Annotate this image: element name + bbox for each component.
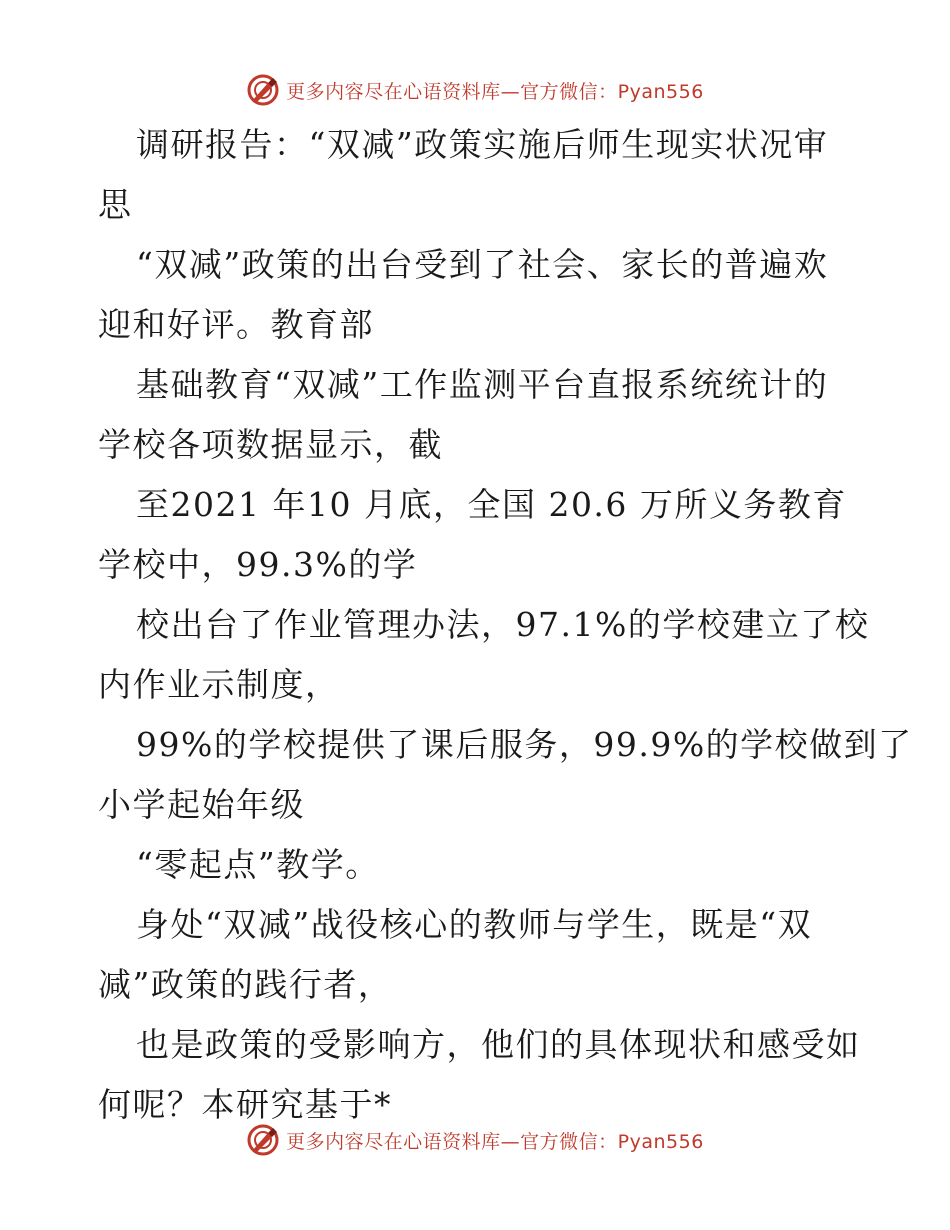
text-line: 学校各项数据显示，截 bbox=[98, 425, 443, 464]
text-line: 调研报告：“双减”政策实施后师生现实状况审 bbox=[136, 125, 829, 164]
text-line: 99%的学校提供了课后服务，99.9%的学校做到了 bbox=[136, 725, 913, 764]
header-banner-text: 更多内容尽在心语资料库—官方微信：Pyan556 bbox=[286, 80, 704, 103]
text-line: “零起点”教学。 bbox=[136, 845, 380, 884]
document-body bbox=[98, 115, 913, 1135]
footer-banner-text: 更多内容尽在心语资料库—官方微信：Pyan556 bbox=[286, 1130, 704, 1153]
text-line: 身处“双减”战役核心的教师与学生，既是“双 bbox=[136, 905, 813, 944]
pen-logo-icon bbox=[246, 1123, 280, 1157]
text-line: 内作业示制度， bbox=[98, 665, 340, 704]
header-banner bbox=[0, 70, 950, 110]
text-line: 学校中，99.3%的学 bbox=[98, 545, 418, 584]
text-line: 思 bbox=[98, 185, 133, 224]
text-line: 校出台了作业管理办法，97.1%的学校建立了校 bbox=[136, 605, 870, 644]
pen-logo-icon bbox=[246, 73, 280, 107]
text-line: 何呢？本研究基于* bbox=[98, 1085, 392, 1124]
text-line: 减”政策的践行者， bbox=[98, 965, 393, 1004]
text-line: 小学起始年级 bbox=[98, 785, 305, 824]
text-line: 至2021 年10 月底，全国 20.6 万所义务教育 bbox=[136, 485, 847, 524]
text-line: “双减”政策的出台受到了社会、家长的普遍欢 bbox=[136, 245, 829, 284]
text-line: 也是政策的受影响方，他们的具体现状和感受如 bbox=[136, 1025, 861, 1064]
text-line: 基础教育“双减”工作监测平台直报系统统计的 bbox=[136, 365, 829, 404]
footer-banner bbox=[0, 1120, 950, 1160]
text-line: 迎和好评。教育部 bbox=[98, 305, 374, 344]
